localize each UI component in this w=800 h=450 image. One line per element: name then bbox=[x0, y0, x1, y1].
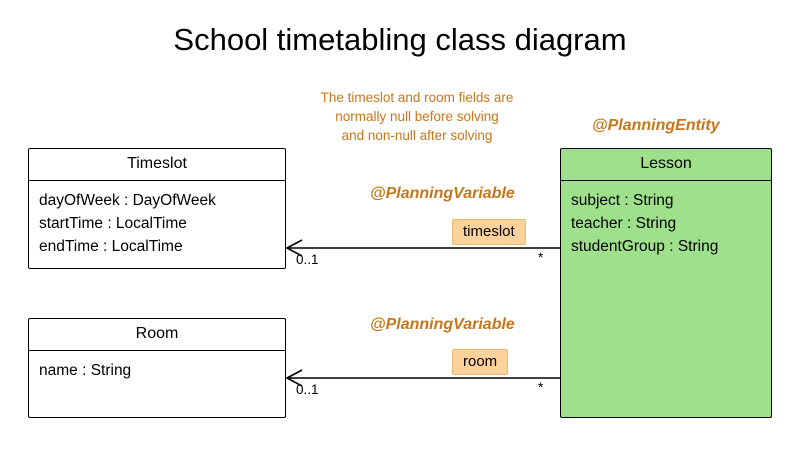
annotation-note-line-3: and non-null after solving bbox=[341, 128, 493, 143]
class-fields-room bbox=[29, 351, 285, 392]
class-field: startTime : LocalTime bbox=[39, 215, 187, 232]
stereotype-planning-variable-timeslot: @PlanningVariable bbox=[370, 185, 515, 202]
class-field: studentGroup : String bbox=[571, 238, 719, 255]
class-field: endTime : LocalTime bbox=[39, 238, 183, 255]
association-label-room: room bbox=[452, 349, 508, 375]
annotation-note bbox=[292, 88, 542, 145]
class-fields-timeslot bbox=[29, 181, 285, 268]
multiplicity-room-target: * bbox=[538, 380, 544, 395]
class-box-room[interactable] bbox=[28, 318, 286, 418]
stereotype-planning-entity: @PlanningEntity bbox=[592, 117, 720, 134]
association-label-timeslot: timeslot bbox=[452, 219, 526, 245]
stereotype-planning-variable-room: @PlanningVariable bbox=[370, 316, 515, 333]
annotation-note-line-2: normally null before solving bbox=[335, 109, 499, 124]
class-name-lesson: Lesson bbox=[640, 155, 692, 172]
class-field: name : String bbox=[39, 362, 132, 379]
class-box-timeslot[interactable] bbox=[28, 148, 286, 269]
multiplicity-room-source: 0..1 bbox=[296, 382, 319, 397]
class-field: subject : String bbox=[571, 192, 674, 209]
annotation-note-line-1: The timeslot and room fields are bbox=[320, 90, 514, 105]
multiplicity-timeslot-source: 0..1 bbox=[296, 252, 319, 267]
multiplicity-timeslot-target: * bbox=[538, 250, 544, 265]
page-title: School timetabling class diagram bbox=[173, 22, 627, 57]
class-field: dayOfWeek : DayOfWeek bbox=[39, 192, 216, 209]
class-fields-lesson bbox=[561, 181, 771, 268]
class-field: teacher : String bbox=[571, 215, 677, 232]
class-name-room: Room bbox=[135, 325, 179, 342]
class-name-timeslot: Timeslot bbox=[127, 155, 187, 172]
class-box-lesson[interactable] bbox=[560, 148, 772, 418]
